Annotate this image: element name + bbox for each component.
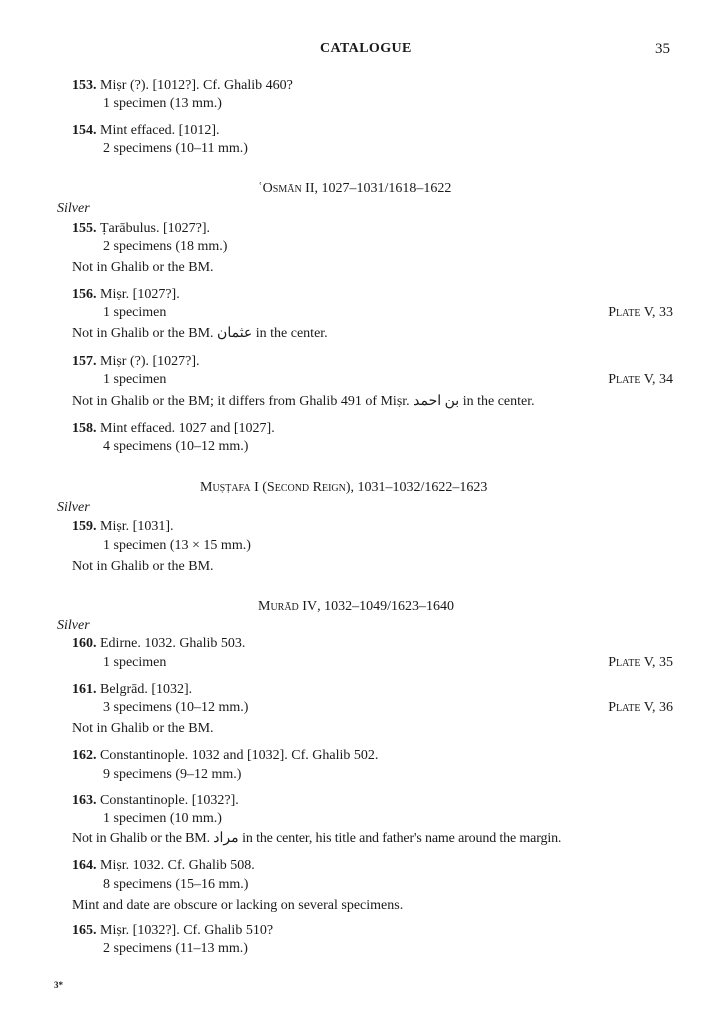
entry-number: 158. [72, 421, 97, 436]
entry-153-line1 [72, 77, 293, 95]
entry-156-line1 [72, 286, 180, 304]
entry-155-note: Not in Ghalib or the BM. [72, 260, 214, 275]
entry-description: Miṣr. [1032?]. Cf. Ghalib 510? [100, 923, 274, 938]
entry-155-specimens: 2 specimens (18 mm.) [103, 239, 228, 254]
entry-description: Edirne. 1032. Ghalib 503. [100, 636, 246, 651]
entry-number: 163. [72, 793, 97, 808]
entry-number: 164. [72, 858, 97, 873]
entry-159-specimens: 1 specimen (13 × 15 mm.) [103, 538, 251, 553]
entry-description: Miṣr (?). [1027?]. [100, 354, 200, 369]
section-heading-murad [258, 598, 454, 616]
section-heading-mustafa [200, 479, 487, 497]
entry-number: 160. [72, 636, 97, 651]
signature-mark: 3* [54, 980, 63, 990]
entry-description: Mint effaced. 1027 and [1027]. [100, 421, 275, 436]
metal-label-silver: Silver [57, 201, 90, 216]
entry-158-specimens: 4 specimens (10–12 mm.) [103, 439, 249, 454]
entry-154-specimens: 2 specimens (10–11 mm.) [103, 141, 248, 156]
entry-161-specimens: 3 specimens (10–12 mm.) [103, 700, 249, 715]
entry-161-line1 [72, 681, 192, 699]
entry-description: Ṭarābulus. [1027?]. [100, 221, 211, 236]
ruler-dates: , 1031–1032/1622–1623 [350, 480, 488, 495]
entry-number: 157. [72, 354, 97, 369]
entry-165-specimens: 2 specimens (11–13 mm.) [103, 941, 248, 956]
entry-description: Constantinople. [1032?]. [100, 793, 239, 808]
entry-description: Miṣr. 1032. Cf. Ghalib 508. [100, 858, 255, 873]
entry-153-specimens: 1 specimen (13 mm.) [103, 96, 222, 111]
entry-156-specimens: 1 specimen [103, 305, 167, 320]
entry-157-line1 [72, 353, 200, 371]
section-heading-osman [258, 180, 451, 198]
entry-number: 159. [72, 519, 97, 534]
entry-description: Miṣr (?). [1012?]. Cf. Ghalib 460? [100, 78, 293, 93]
plate-reference: Plate V, 35 [608, 655, 673, 670]
entry-description: Mint effaced. [1012]. [100, 123, 220, 138]
entry-description: Belgrād. [1032]. [100, 682, 193, 697]
metal-label-silver: Silver [57, 618, 90, 633]
entry-159-line1 [72, 518, 174, 536]
entry-154-line1 [72, 122, 219, 140]
entry-165-line1 [72, 922, 273, 940]
metal-label-silver: Silver [57, 500, 90, 515]
plate-reference: Plate V, 36 [608, 700, 673, 715]
entry-162-line1 [72, 747, 378, 765]
ruler-name: ʿOsmān II [258, 181, 315, 196]
entry-162-specimens: 9 specimens (9–12 mm.) [103, 767, 242, 782]
entry-number: 162. [72, 748, 97, 763]
entry-157-specimens: 1 specimen [103, 372, 167, 387]
ruler-dates: , 1032–1049/1623–1640 [317, 599, 454, 614]
entry-160-specimens: 1 specimen [103, 655, 167, 670]
entry-number: 156. [72, 287, 97, 302]
entry-description: Miṣr. [1027?]. [100, 287, 180, 302]
entry-156-note: Not in Ghalib or the BM. عثمان in the center. [72, 326, 328, 341]
entry-158-line1 [72, 420, 275, 438]
entry-number: 154. [72, 123, 97, 138]
running-title: CATALOGUE [320, 41, 412, 56]
entry-157-note: Not in Ghalib or the BM; it differs from Ghalib 491 of Miṣr. بن احمد in the center. [72, 394, 535, 409]
entry-number: 155. [72, 221, 97, 236]
ruler-name: Muṣṭafa I (Second Reign) [200, 480, 351, 495]
entry-164-note: Mint and date are obscure or lacking on several specimens. [72, 898, 404, 913]
entry-description: Constantinople. 1032 and [1032]. Cf. Ghalib 502. [100, 748, 379, 763]
page-number: 35 [655, 41, 670, 57]
ruler-dates: , 1027–1031/1618–1622 [314, 181, 452, 196]
entry-155-line1 [72, 220, 210, 238]
plate-reference: Plate V, 33 [608, 305, 673, 320]
entry-163-specimens: 1 specimen (10 mm.) [103, 811, 222, 826]
entry-163-note: Not in Ghalib or the BM. مراد in the center, his title and father's name around the margin. [72, 831, 562, 846]
entry-number: 165. [72, 923, 97, 938]
plate-reference: Plate V, 34 [608, 372, 673, 387]
entry-number: 161. [72, 682, 97, 697]
entry-161-note: Not in Ghalib or the BM. [72, 721, 214, 736]
entry-160-line1 [72, 635, 245, 653]
entry-164-specimens: 8 specimens (15–16 mm.) [103, 877, 249, 892]
entry-number: 153. [72, 78, 97, 93]
entry-description: Miṣr. [1031]. [100, 519, 174, 534]
entry-164-line1 [72, 857, 255, 875]
entry-163-line1 [72, 792, 239, 810]
entry-159-note: Not in Ghalib or the BM. [72, 559, 214, 574]
ruler-name: Murād IV [258, 599, 318, 614]
